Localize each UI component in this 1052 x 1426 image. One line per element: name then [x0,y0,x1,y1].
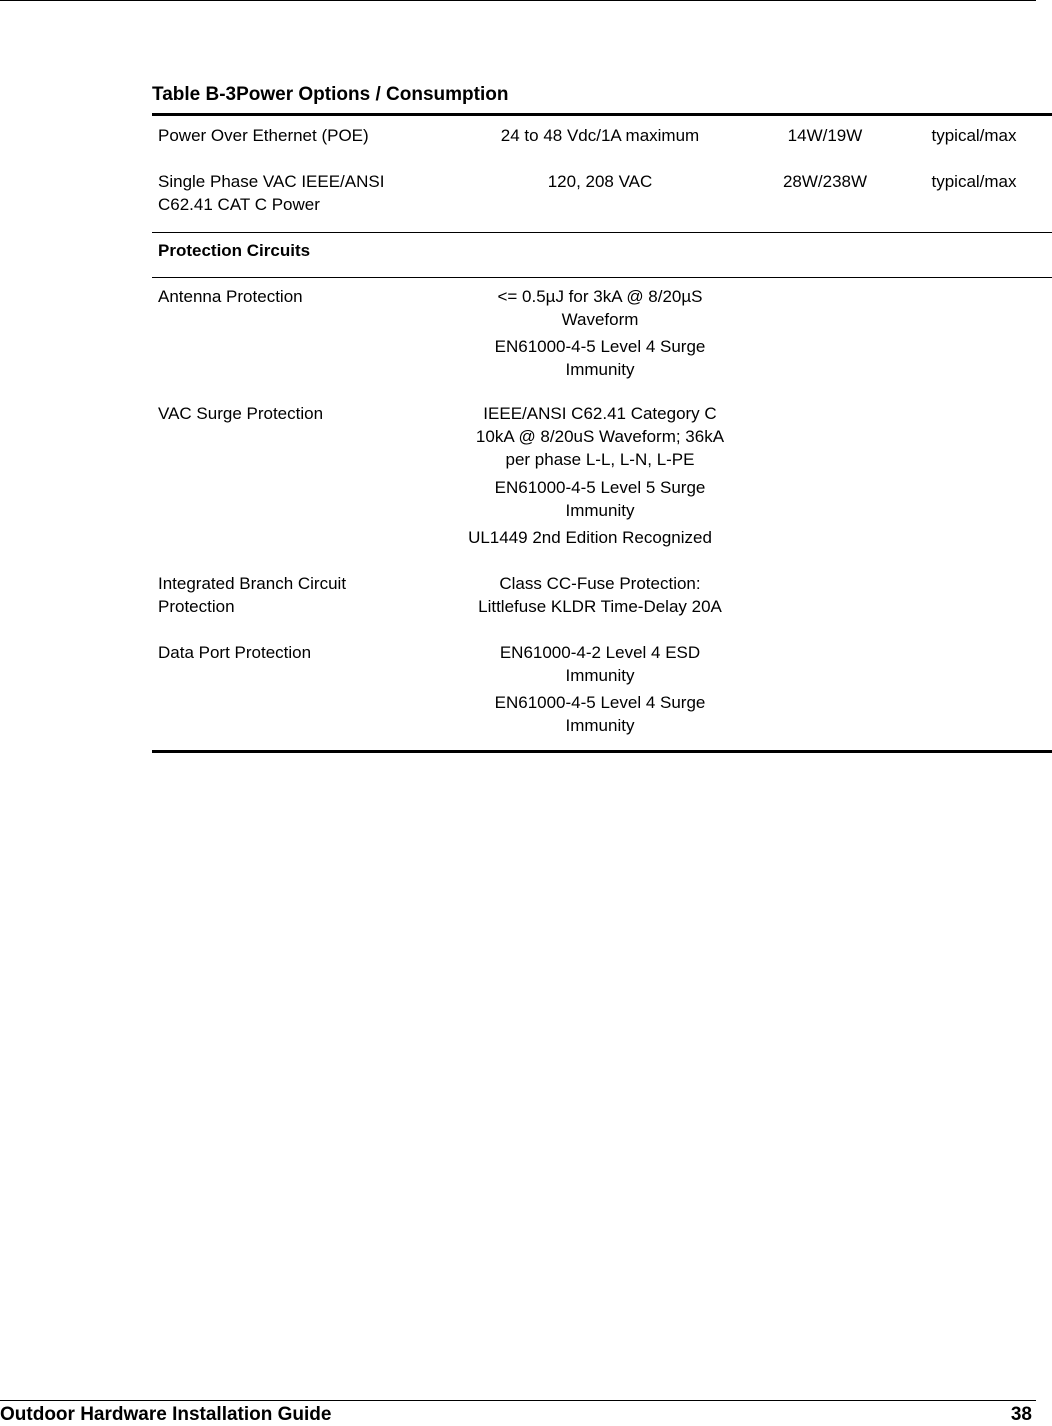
row-spec [440,526,740,549]
spec-line: Class CC-Fuse Protection: [499,574,701,593]
row-power: 28W/238W [782,172,868,191]
section-rule-bottom [152,277,1052,278]
table-top-rule [152,113,1052,116]
row-spec: 24 to 48 Vdc/1A maximum [500,126,700,145]
spec-line: EN61000-4-2 Level 4 ESD [499,643,701,662]
row-name: VAC Surge Protection [158,404,324,423]
row-spec [450,691,750,737]
row-name-line: C62.41 CAT C Power [158,195,320,214]
row-note: typical/max [931,126,1017,145]
table-title: Table B-3Power Options / Consumption [152,84,509,105]
row-name: Antenna Protection [158,287,303,306]
row-name [158,170,448,216]
footer-rule [0,1400,1036,1401]
spec-line: Waveform [561,310,639,329]
spec-line: Immunity [565,501,635,520]
spec-line: <= 0.5µJ for 3kA @ 8/20µS [497,287,703,306]
spec-line: EN61000-4-5 Level 4 Surge [494,693,706,712]
row-spec [450,572,750,618]
row-spec [450,285,750,331]
spec-line: EN61000-4-5 Level 5 Surge [494,478,706,497]
footer-title: Outdoor Hardware Installation Guide [0,1404,332,1425]
row-name-line: Protection [158,597,235,616]
spec-line: EN61000-4-5 Level 4 Surge [494,337,706,356]
row-spec [450,335,750,381]
spec-line: per phase L-L, L-N, L-PE [505,450,695,469]
row-spec [450,641,750,687]
row-power: 14W/19W [787,126,863,145]
row-name-line: Integrated Branch Circuit [158,574,347,593]
row-name [158,572,448,618]
spec-line: Immunity [565,666,635,685]
page-number: 38 [1010,1404,1032,1425]
page-top-rule [0,0,1036,1]
spec-line: UL1449 2nd Edition Recognized [468,528,712,547]
section-heading: Protection Circuits [158,241,311,260]
row-name: Power Over Ethernet (POE) [158,126,369,145]
section-rule-top [152,232,1052,233]
row-note: typical/max [931,172,1017,191]
row-spec [450,402,750,471]
table-bottom-rule [152,750,1052,753]
spec-line: IEEE/ANSI C62.41 Category C [483,404,717,423]
spec-line: Littlefuse KLDR Time-Delay 20A [478,597,722,616]
row-spec [450,476,750,522]
spec-line: Immunity [565,716,635,735]
row-name: Data Port Protection [158,643,312,662]
spec-line: Immunity [565,360,635,379]
spec-line: 10kA @ 8/20uS Waveform; 36kA [475,427,725,446]
row-name-line: Single Phase VAC IEEE/ANSI [158,172,385,191]
row-spec: 120, 208 VAC [547,172,653,191]
